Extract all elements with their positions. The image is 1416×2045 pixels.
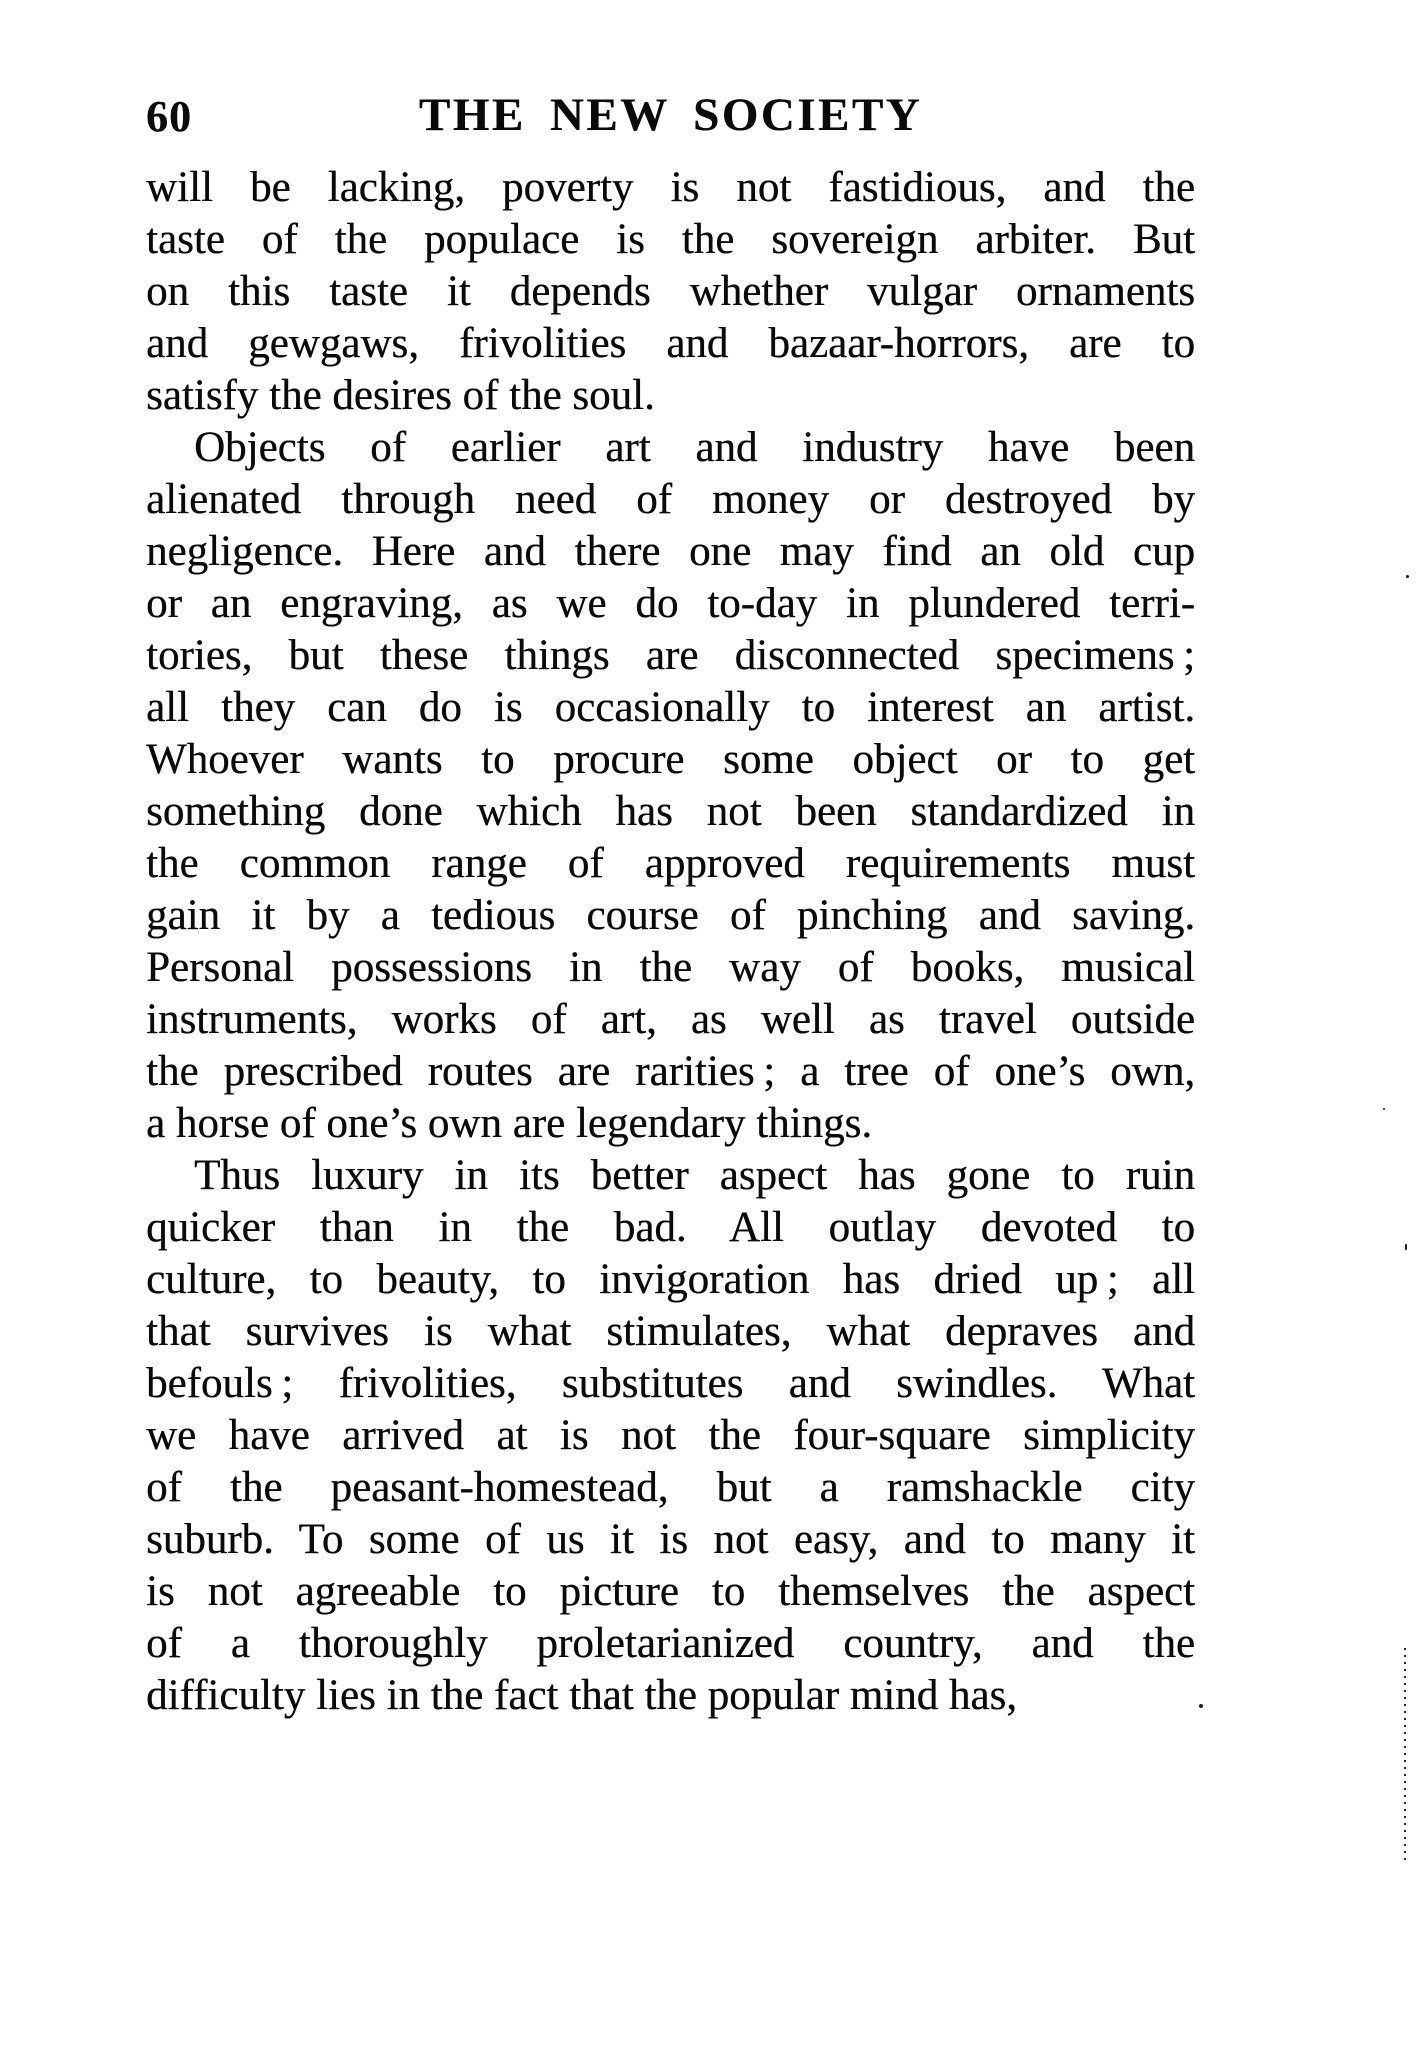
text-line: negligence. Here and there one may find an old cup xyxy=(146,528,1195,575)
scan-artifact xyxy=(1199,1704,1203,1708)
text-line: or an engraving, as we do to-day in plundered terri- xyxy=(146,580,1195,627)
text-line: difficulty lies in the fact that the popular mind has, xyxy=(146,1672,1017,1719)
text-line: all they can do is occasionally to interest an artist. xyxy=(146,684,1195,731)
text-line: Objects of earlier art and industry have been xyxy=(194,424,1195,471)
text-line: that survives is what stimulates, what depraves and xyxy=(146,1308,1195,1355)
text-line: satisfy the desires of the soul. xyxy=(146,372,655,419)
paragraph xyxy=(146,162,1195,422)
scan-artifact xyxy=(1405,1244,1407,1250)
scan-artifact xyxy=(1406,575,1409,578)
text-line: of the peasant-homestead, but a ramshackle city xyxy=(146,1464,1195,1511)
text-line: will be lacking, poverty is not fastidious, and the xyxy=(146,164,1195,211)
text-line: Thus luxury in its better aspect has gone to ruin xyxy=(194,1152,1195,1199)
text-line: a horse of one’s own are legendary things. xyxy=(146,1100,873,1147)
text-line: gain it by a tedious course of pinching and saving. xyxy=(146,892,1195,939)
text-line: instruments, works of art, as well as travel outside xyxy=(146,996,1195,1043)
paragraph xyxy=(146,1150,1195,1722)
scan-artifact xyxy=(1383,1108,1385,1110)
paragraph xyxy=(146,422,1195,1150)
text-line: taste of the populace is the sovereign arbiter. But xyxy=(146,216,1195,263)
text-line: Whoever wants to procure some object or to get xyxy=(146,736,1195,783)
text-line: tories, but these things are disconnected specimens ; xyxy=(146,632,1195,679)
text-line: culture, to beauty, to invigoration has dried up ; all xyxy=(146,1256,1195,1303)
text-line: the prescribed routes are rarities ; a tree of one’s own, xyxy=(146,1048,1195,1095)
text-line: quicker than in the bad. All outlay devoted to xyxy=(146,1204,1195,1251)
text-line: on this taste it depends whether vulgar ornaments xyxy=(146,268,1195,315)
text-line: of a thoroughly proletarianized country, and the xyxy=(146,1620,1195,1667)
text-block xyxy=(146,162,1195,1722)
text-line: alienated through need of money or destroyed by xyxy=(146,476,1195,523)
text-line: Personal possessions in the way of books, musical xyxy=(146,944,1195,991)
text-line: and gewgaws, frivolities and bazaar-horrors, are to xyxy=(146,320,1195,367)
text-line: befouls ; frivolities, substitutes and swindles. What xyxy=(146,1360,1195,1407)
running-head-title: THE NEW SOCIETY xyxy=(418,89,923,141)
text-line: the common range of approved requirements must xyxy=(146,840,1195,887)
text-line: something done which has not been standardized in xyxy=(146,788,1195,835)
page-edge-artifact xyxy=(1404,1648,1406,1862)
text-line: is not agreeable to picture to themselves the aspect xyxy=(146,1568,1195,1615)
text-line: suburb. To some of us it is not easy, and to many it xyxy=(146,1516,1195,1563)
text-line: we have arrived at is not the four-square simplicity xyxy=(146,1412,1195,1459)
page-number: 60 xyxy=(146,92,192,141)
